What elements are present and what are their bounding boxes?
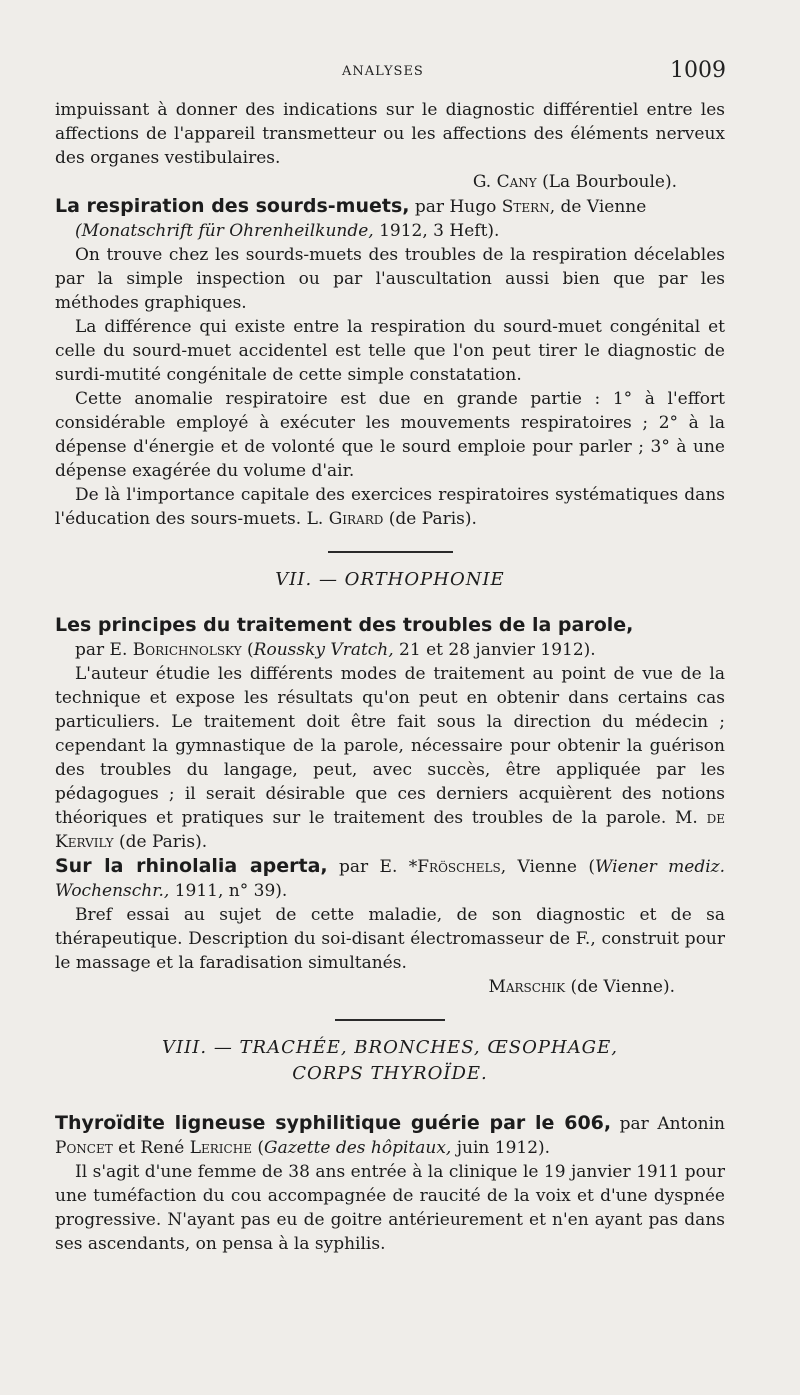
article-2-paragraph: La différence qui existe entre la respiration du sourd-muet congénital et celle du sourd-muet accidentel est telle que l'on peut tirer le diagnostic de surdi-mutité congénitale de cette simple constatation. — [55, 317, 725, 385]
article-5-author: Poncet — [55, 1138, 113, 1158]
article-5-source: Gazette des hôpitaux, — [264, 1138, 452, 1158]
article-3-title: Les principes du traitement des troubles de la parole, — [55, 614, 634, 636]
article-3-paragraph: L'auteur étudie les différents modes de traitement au point de vue de la technique et expose les résultats qu'on peut en obtenir dans certains cas particuliers. Le traitement doit être fait sous la direction du médecin ; cependant la gymnastique de la parole, nécessaire pour obtenir la guérison des troubles du langage, peut, avec succès, être appliquée par les pédagogues ; il serait désirable que ces derniers acquièrent des notions théoriques et pratiques sur le traitement des troubles de la parole. M. de Kervily (de Paris). — [55, 664, 725, 852]
article-4-author: *Fröschels — [408, 857, 501, 877]
article-2-heading: La respiration des sourds-muets, par Hugo Stern, de Vienne — [55, 195, 647, 217]
running-header-title: ANALYSES — [342, 64, 424, 79]
article-1-signature: G. Cany (La Bourboule). — [472, 172, 677, 192]
article-3-source: Roussky Vratch, — [253, 640, 394, 660]
reviewer-name: Kervily — [55, 832, 114, 852]
article-2-paragraph: Cette anomalie respiratoire est due en grande partie : 1° à l'effort considérable employé à exécuter les mouvements respiratoires ; 2° à la dépense d'énergie et de volonté que le sourd emploie pour parler ; 3° à une dépense exagérée du volume d'air. — [55, 389, 725, 481]
article-5-heading: Thyroïdite ligneuse syphilitique guérie par le 606, par Antonin Poncet et René Leriche (Gazette des hôpitaux, juin 1912). — [55, 1112, 725, 1158]
article-5-title: Thyroïdite ligneuse syphilitique guérie par le 606, — [55, 1112, 612, 1134]
article-2-paragraph: On trouve chez les sourds-muets des troubles de la respiration décelables par la simple inspection ou par l'auscultation aussi bien que par les méthodes graphiques. — [55, 245, 725, 313]
article-5-author: Leriche — [189, 1138, 252, 1158]
page-body — [55, 98, 725, 1256]
reviewer-name: Cany — [496, 172, 537, 192]
page-number: 1009 — [670, 58, 726, 83]
section-heading-orthophonie: VII. — ORTHOPHONIE — [275, 569, 505, 590]
section-heading-trachee: VIII. — TRACHÉE, BRONCHES, ŒSOPHAGE, CORPS THYROÏDE. — [162, 1037, 618, 1084]
article-5-paragraph: Il s'agit d'une femme de 38 ans entrée à la clinique le 19 janvier 1911 pour une tuméfaction du cou accompagnée de raucité de la voix et d'une dyspnée progressive. N'ayant pas eu de goitre antérieurement et n'en ayant pas dans ses ascendants, on pensa à la syphilis. — [55, 1162, 725, 1254]
article-3 — [55, 613, 725, 854]
section-divider — [335, 1019, 445, 1021]
article-1-text: impuissant à donner des indications sur le diagnostic différentiel entre les affections de l'appareil transmetteur ou les affections des éléments nerveux des organes vestibulaires. — [55, 100, 725, 168]
article-4-title: Sur la rhinolalia aperta, — [55, 855, 328, 877]
reviewer-name: Marschik — [488, 977, 566, 997]
article-2-title: La respiration des sourds-muets, — [55, 195, 410, 217]
article-4-source: Wiener mediz. Wochenschr., — [55, 857, 725, 901]
article-4-signature: Marschik (de Vienne). — [488, 977, 675, 997]
article-4 — [55, 854, 725, 999]
article-2-paragraph: De là l'importance capitale des exercices respiratoires systématiques dans l'éducation des sours-muets. L. Girard (de Paris). — [55, 485, 725, 529]
article-3-heading — [55, 613, 725, 638]
reviewer-name: Girard — [328, 509, 384, 529]
article-4-paragraph: Bref essai au sujet de cette maladie, de son diagnostic et de sa thérapeutique. Description du soi-disant électromasseur de F., construit pour le massage et la faradisation simultanés. — [55, 905, 725, 973]
article-2-source: (Monatschrift für Ohrenheilkunde, — [75, 221, 374, 241]
article-2-citation: (Monatschrift für Ohrenheilkunde, 1912, 3 Heft). — [75, 221, 500, 241]
article-2 — [55, 194, 725, 531]
article-2-author: Stern — [501, 197, 550, 217]
article-3-citation: par E. Borichnolsky (Roussky Vratch, 21 et 28 janvier 1912). — [75, 640, 596, 660]
article-3-author: Borichnolsky — [132, 640, 242, 660]
article-4-heading: Sur la rhinolalia aperta, par E. *Fröschels, Vienne (Wiener mediz. Wochenschr., 1911, n° 39). — [55, 855, 725, 901]
article-5 — [55, 1111, 725, 1256]
section-divider — [328, 551, 453, 553]
